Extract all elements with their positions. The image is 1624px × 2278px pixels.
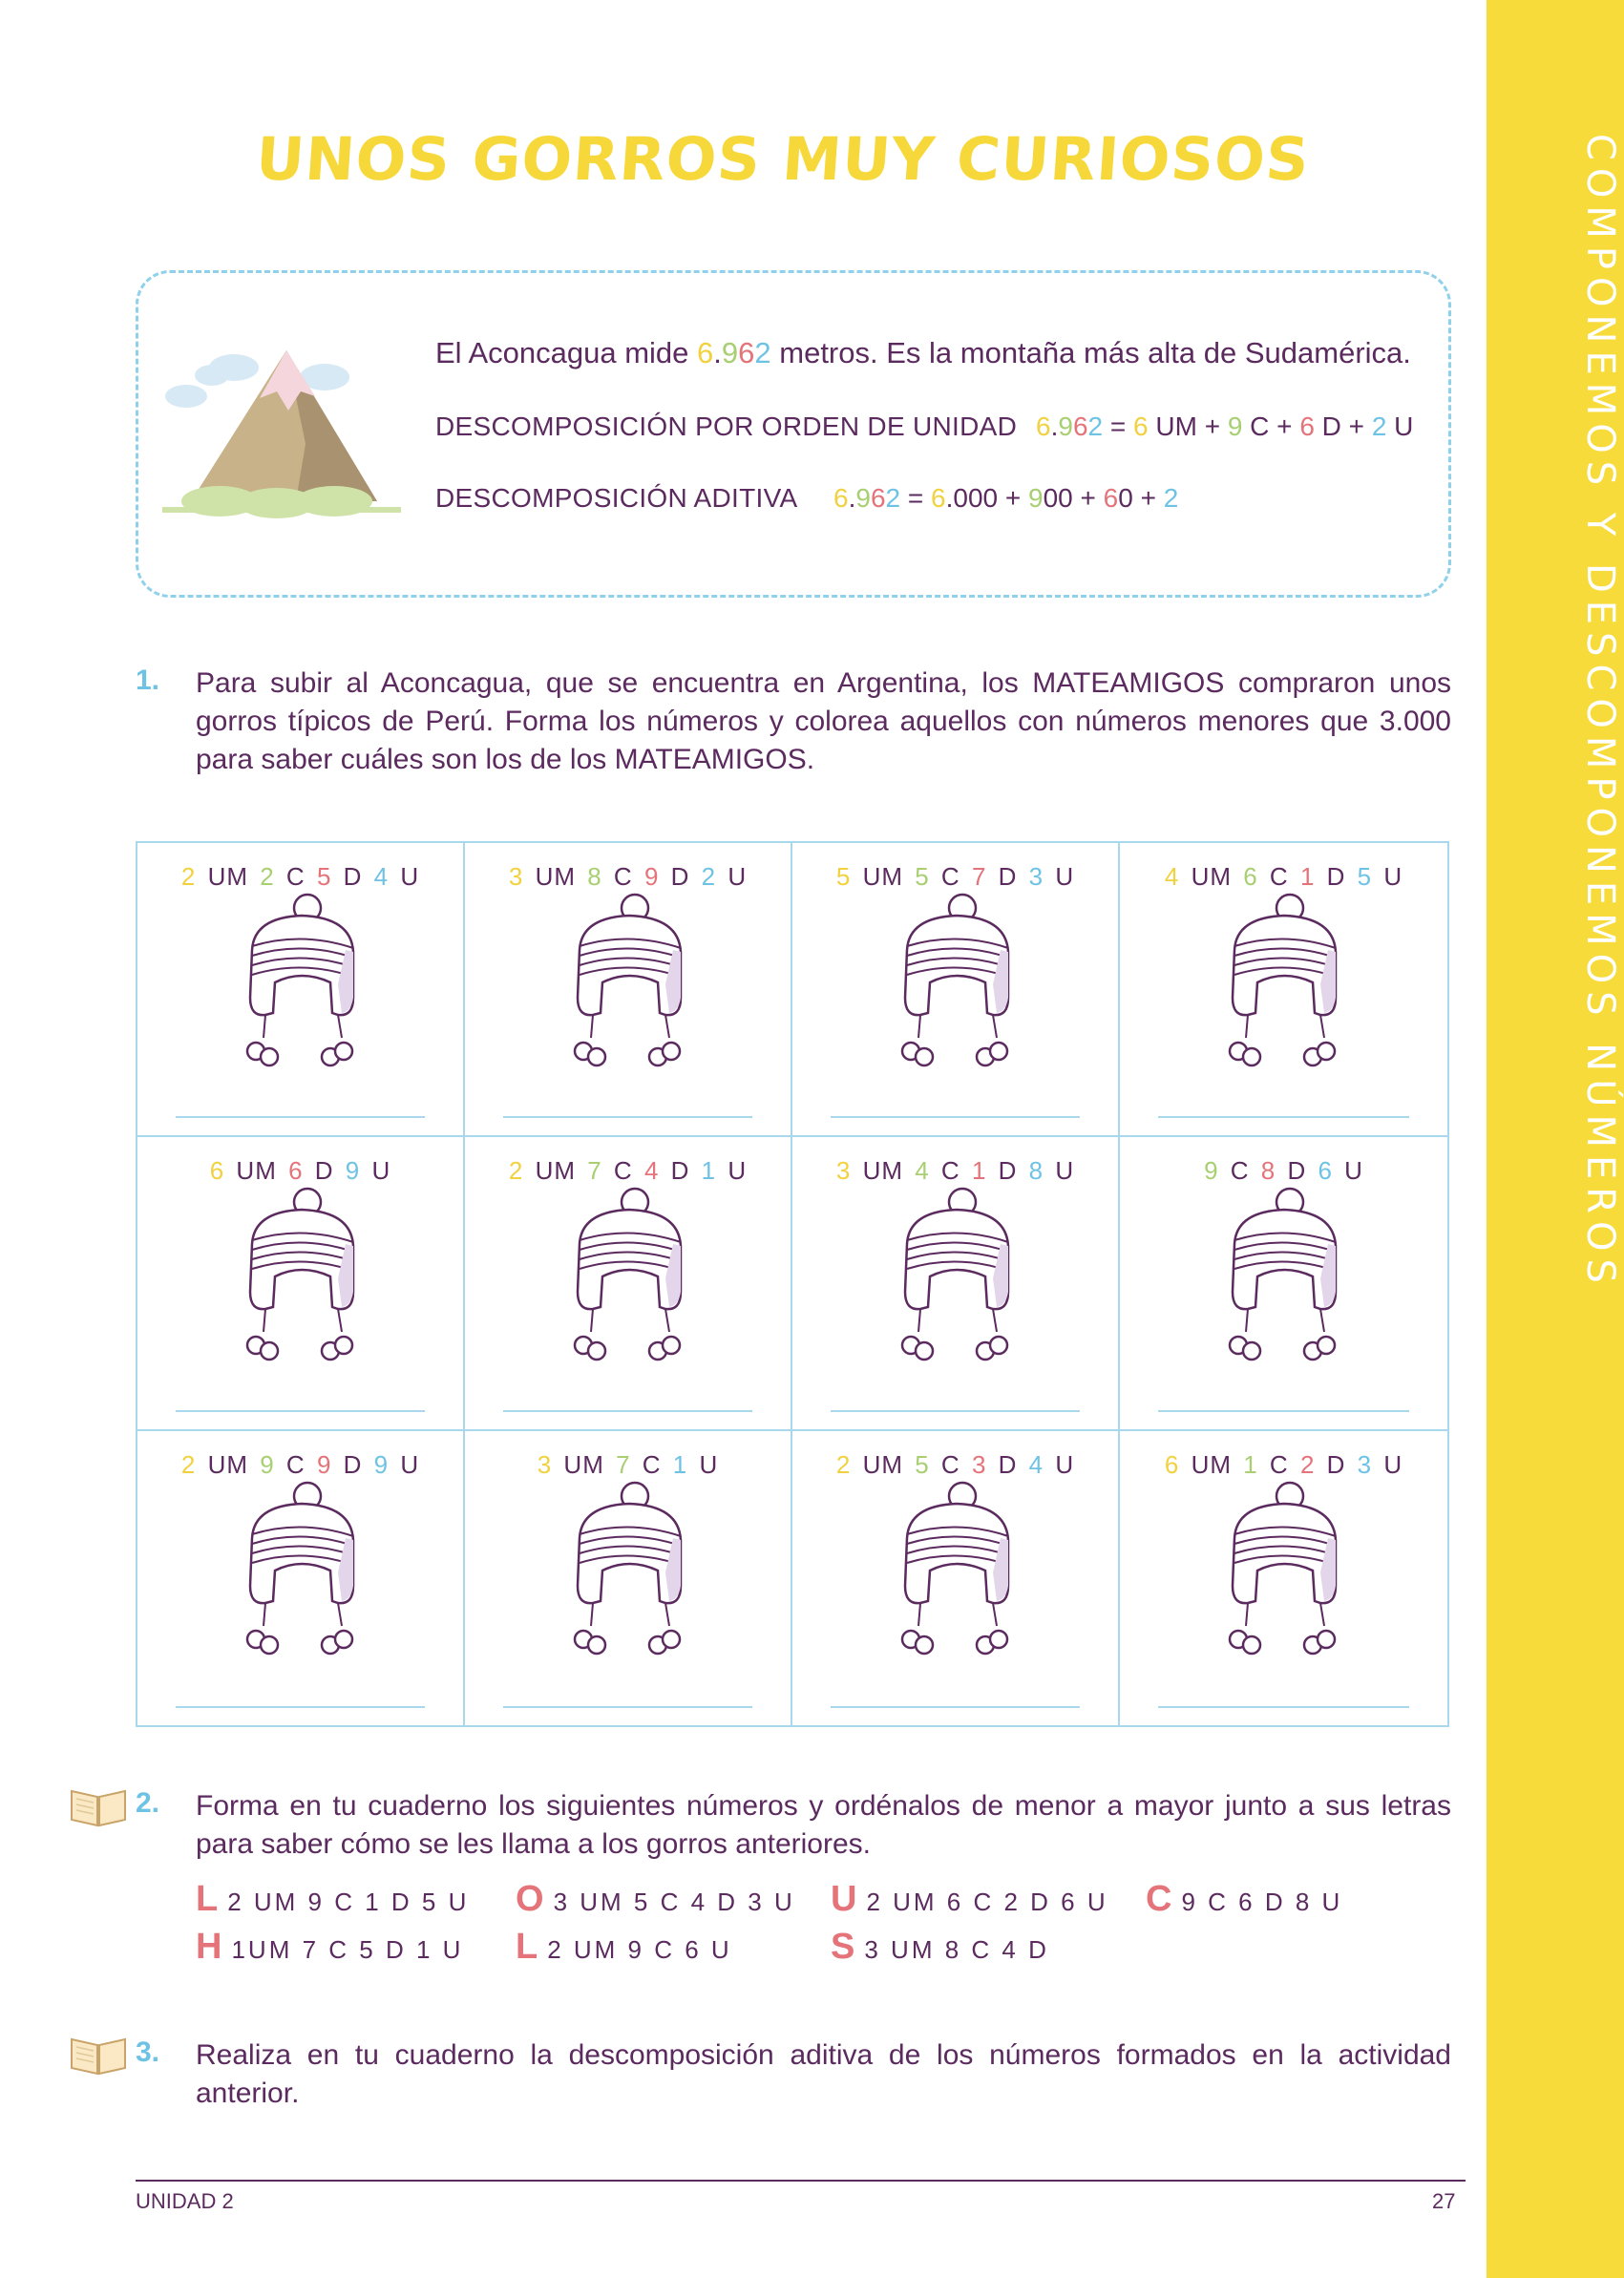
hat-number-part: 4 xyxy=(373,862,390,891)
hat-number-part: C xyxy=(605,1156,641,1185)
question-3-text: Realiza en tu cuaderno la descomposición aditiva de los números formados en la actividad anterior. xyxy=(196,2039,1451,2109)
hat-number-part: 3 xyxy=(835,1156,852,1185)
hat-number-part: 3 xyxy=(508,862,524,891)
hat-number-part: 8 xyxy=(1028,1156,1044,1185)
hat-cell xyxy=(792,1137,1120,1431)
answer-line[interactable] xyxy=(503,1410,752,1412)
hat-icon[interactable] xyxy=(897,893,1016,1074)
hat-number-part: 7 xyxy=(587,1156,602,1185)
hat-icon[interactable] xyxy=(1225,893,1343,1074)
hat-number-part: 3 xyxy=(1028,862,1044,891)
hat-number-part: C xyxy=(634,1450,669,1479)
hat-number-part: 4 xyxy=(1164,862,1180,891)
names-list xyxy=(196,1879,1437,1984)
hat-icon[interactable] xyxy=(570,1187,688,1368)
question-2-text: Forma en tu cuaderno los siguientes números y ordénalos de menor a mayor junto a sus letras para saber cómo se les llama a los gorros anteriores. xyxy=(196,1790,1451,1860)
name-item: O 3 UM 5 C 4 D 3 U xyxy=(516,1879,795,1919)
hat-number-part: 3 xyxy=(971,1450,987,1479)
hat-number-part: U xyxy=(720,1156,748,1185)
hat-number-part: D xyxy=(663,862,698,891)
question-3-number: 3. xyxy=(136,2036,160,2068)
hat-number-part: 1 xyxy=(672,1450,688,1479)
decomposition-unit-label: DESCOMPOSICIÓN POR ORDEN DE UNIDAD xyxy=(435,411,1018,441)
hat-number-part: D xyxy=(306,1156,342,1185)
question-2-number: 2. xyxy=(136,1787,160,1819)
hat-number-part: 9 xyxy=(345,1156,361,1185)
hat-number-part: D xyxy=(1318,862,1354,891)
hat-number-part: 2 xyxy=(701,862,717,891)
answer-line[interactable] xyxy=(176,1116,425,1118)
hat-number-part: 5 xyxy=(915,1450,930,1479)
hat-number-part: C xyxy=(1261,1450,1297,1479)
answer-line[interactable] xyxy=(831,1410,1080,1412)
hat-number-part: UM xyxy=(527,862,584,891)
question-1-number: 1. xyxy=(136,664,160,696)
hat-number-part: D xyxy=(335,1450,370,1479)
hat-number-part: U xyxy=(392,862,420,891)
mountain-icon xyxy=(162,339,401,520)
footer-divider xyxy=(136,2180,1466,2182)
hats-grid xyxy=(136,841,1449,1727)
name-item: S 3 UM 8 C 4 D xyxy=(831,1927,1049,1967)
hat-number-part: 5 xyxy=(835,862,852,891)
hat-number-label xyxy=(137,862,463,892)
hat-number-part: 8 xyxy=(1260,1156,1276,1185)
decomposition-additive-formula: 6.962 = 6.000 + 900 + 60 + 2 xyxy=(833,483,1179,513)
hat-number-part: U xyxy=(1047,862,1075,891)
hat-number-label xyxy=(465,862,791,892)
hat-number-part: 4 xyxy=(915,1156,930,1185)
hat-number-part: U xyxy=(1376,1450,1403,1479)
answer-line[interactable] xyxy=(831,1706,1080,1708)
hat-number-part: 6 xyxy=(1243,862,1258,891)
hat-number-part: 4 xyxy=(643,1156,660,1185)
decomposition-additive-label: DESCOMPOSICIÓN ADITIVA xyxy=(435,483,798,513)
page-number: 27 xyxy=(1432,2189,1456,2213)
hat-number-part: U xyxy=(392,1450,420,1479)
hat-number-part: 2 xyxy=(180,1450,197,1479)
hat-number-part: C xyxy=(278,862,313,891)
hat-number-part: 9 xyxy=(316,1450,332,1479)
hat-number-part: UM xyxy=(1183,862,1240,891)
hat-number-part: UM xyxy=(854,1450,912,1479)
hat-number-part: C xyxy=(1222,1156,1257,1185)
hat-number-part: D xyxy=(335,862,370,891)
hat-number-part: 7 xyxy=(971,862,987,891)
hat-number-part: 2 xyxy=(260,862,275,891)
answer-line[interactable] xyxy=(1158,1410,1409,1412)
hat-number-part: 1 xyxy=(701,1156,717,1185)
hat-cell xyxy=(1120,1137,1447,1431)
hat-number-part: UM xyxy=(854,862,912,891)
hat-icon[interactable] xyxy=(1225,1187,1343,1368)
hat-number-part: 1 xyxy=(971,1156,987,1185)
hat-number-part: 8 xyxy=(587,862,602,891)
hat-number-part: UM xyxy=(228,1156,285,1185)
hat-number-part: 5 xyxy=(316,862,332,891)
hat-number-label xyxy=(465,1156,791,1186)
hat-number-part: 7 xyxy=(616,1450,631,1479)
footer-unit: UNIDAD 2 xyxy=(136,2189,234,2213)
aconcagua-sentence: El Aconcagua mide 6.962 metros. Es la montaña más alta de Sudamérica. xyxy=(435,336,1411,369)
hat-cell xyxy=(1120,843,1447,1137)
hat-number-part: 9 xyxy=(373,1450,390,1479)
hat-cell xyxy=(137,843,465,1137)
hat-cell xyxy=(137,1137,465,1431)
hat-cell xyxy=(792,843,1120,1137)
hat-number-part: C xyxy=(933,862,968,891)
hat-number-part: C xyxy=(1261,862,1297,891)
hat-number-part: D xyxy=(1279,1156,1315,1185)
hat-number-part: 5 xyxy=(1357,862,1373,891)
hat-number-part: C xyxy=(933,1156,968,1185)
decomposition-unit-formula: 6.962 = 6 UM + 9 C + 6 D + 2 U xyxy=(1036,411,1414,441)
hat-cell xyxy=(465,1431,792,1725)
hat-number-part: 3 xyxy=(537,1450,553,1479)
hat-cell xyxy=(465,1137,792,1431)
hat-number-part: 4 xyxy=(1028,1450,1044,1479)
hat-number-part: D xyxy=(990,1450,1025,1479)
hat-number-part: D xyxy=(663,1156,698,1185)
hat-number-label xyxy=(792,862,1118,892)
hat-number-part: 3 xyxy=(1357,1450,1373,1479)
hat-number-part: C xyxy=(933,1450,968,1479)
question-1-text: Para subir al Aconcagua, que se encuentra en Argentina, los MATEAMIGOS compraron unos gorros típicos de Perú. Forma los números y colorea aquellos con números menores que 3.000 para saber cuáles son los de los MATEAMIGOS. xyxy=(196,667,1451,775)
hat-number-part: U xyxy=(720,862,748,891)
hat-number-label xyxy=(1120,1156,1447,1186)
hat-number-part: UM xyxy=(200,862,257,891)
hat-icon[interactable] xyxy=(570,1481,688,1662)
hat-number-part: 5 xyxy=(915,862,930,891)
sidebar-title: COMPONEMOS Y DESCOMPONEMOS NÚMEROS xyxy=(1578,134,1622,1291)
answer-line[interactable] xyxy=(176,1706,425,1708)
hat-number-label xyxy=(137,1450,463,1480)
hat-number-part: 1 xyxy=(1299,862,1316,891)
notebook-icon xyxy=(69,2034,128,2076)
hat-number-part: U xyxy=(1047,1156,1075,1185)
hat-number-part: D xyxy=(1318,1450,1354,1479)
hat-icon[interactable] xyxy=(243,893,361,1074)
hat-number-part: 9 xyxy=(260,1450,275,1479)
hat-number-part: C xyxy=(278,1450,313,1479)
hat-number-part: U xyxy=(1376,862,1403,891)
hat-number-part: U xyxy=(1336,1156,1363,1185)
name-item: C 9 C 6 D 8 U xyxy=(1146,1879,1343,1919)
hat-cell xyxy=(1120,1431,1447,1725)
hat-icon[interactable] xyxy=(1225,1481,1343,1662)
hat-number-part: UM xyxy=(1183,1450,1240,1479)
hat-icon[interactable] xyxy=(897,1481,1016,1662)
hat-number-part: U xyxy=(1047,1450,1075,1479)
hat-number-part: C xyxy=(605,862,641,891)
hat-number-label xyxy=(465,1450,791,1480)
hat-number-part: D xyxy=(990,862,1025,891)
hat-icon[interactable] xyxy=(897,1187,1016,1368)
name-item: U 2 UM 6 C 2 D 6 U xyxy=(831,1879,1108,1919)
hat-number-part: 6 xyxy=(288,1156,304,1185)
answer-line[interactable] xyxy=(176,1410,425,1412)
hat-number-part: 6 xyxy=(209,1156,225,1185)
page-title: UNOS GORROS MUY CURIOSOS xyxy=(253,124,1313,194)
hat-number-part: 2 xyxy=(180,862,197,891)
hat-number-part: 2 xyxy=(1299,1450,1316,1479)
hat-number-label xyxy=(792,1156,1118,1186)
hat-number-part: 2 xyxy=(508,1156,524,1185)
hat-icon[interactable] xyxy=(243,1187,361,1368)
hat-number-part: 1 xyxy=(1243,1450,1258,1479)
hat-number-label xyxy=(137,1156,463,1186)
hat-number-part: 6 xyxy=(1318,1156,1333,1185)
hat-number-part: D xyxy=(990,1156,1025,1185)
hat-number-label xyxy=(792,1450,1118,1480)
hat-number-part: UM xyxy=(556,1450,613,1479)
hat-icon[interactable] xyxy=(243,1481,361,1662)
hat-number-part: 9 xyxy=(643,862,660,891)
name-item: L 2 UM 9 C 6 U xyxy=(516,1927,732,1967)
answer-line[interactable] xyxy=(831,1116,1080,1118)
hat-cell xyxy=(137,1431,465,1725)
answer-line[interactable] xyxy=(503,1706,752,1708)
answer-line[interactable] xyxy=(1158,1116,1409,1118)
name-item: L 2 UM 9 C 1 D 5 U xyxy=(196,1879,470,1919)
answer-line[interactable] xyxy=(1158,1706,1409,1708)
hat-number-part: UM xyxy=(200,1450,257,1479)
hat-cell xyxy=(792,1431,1120,1725)
hat-number-part: UM xyxy=(854,1156,912,1185)
answer-line[interactable] xyxy=(503,1116,752,1118)
hat-icon[interactable] xyxy=(570,893,688,1074)
hat-number-label xyxy=(1120,1450,1447,1480)
hat-number-part: U xyxy=(364,1156,391,1185)
hat-number-part: 9 xyxy=(1204,1156,1219,1185)
hat-number-part: 2 xyxy=(835,1450,852,1479)
notebook-icon xyxy=(69,1785,128,1827)
name-item: H 1UM 7 C 5 D 1 U xyxy=(196,1927,464,1967)
hat-number-part: 6 xyxy=(1164,1450,1180,1479)
hat-cell xyxy=(465,843,792,1137)
hat-number-part: U xyxy=(691,1450,719,1479)
hat-number-label xyxy=(1120,862,1447,892)
hat-number-part: UM xyxy=(527,1156,584,1185)
